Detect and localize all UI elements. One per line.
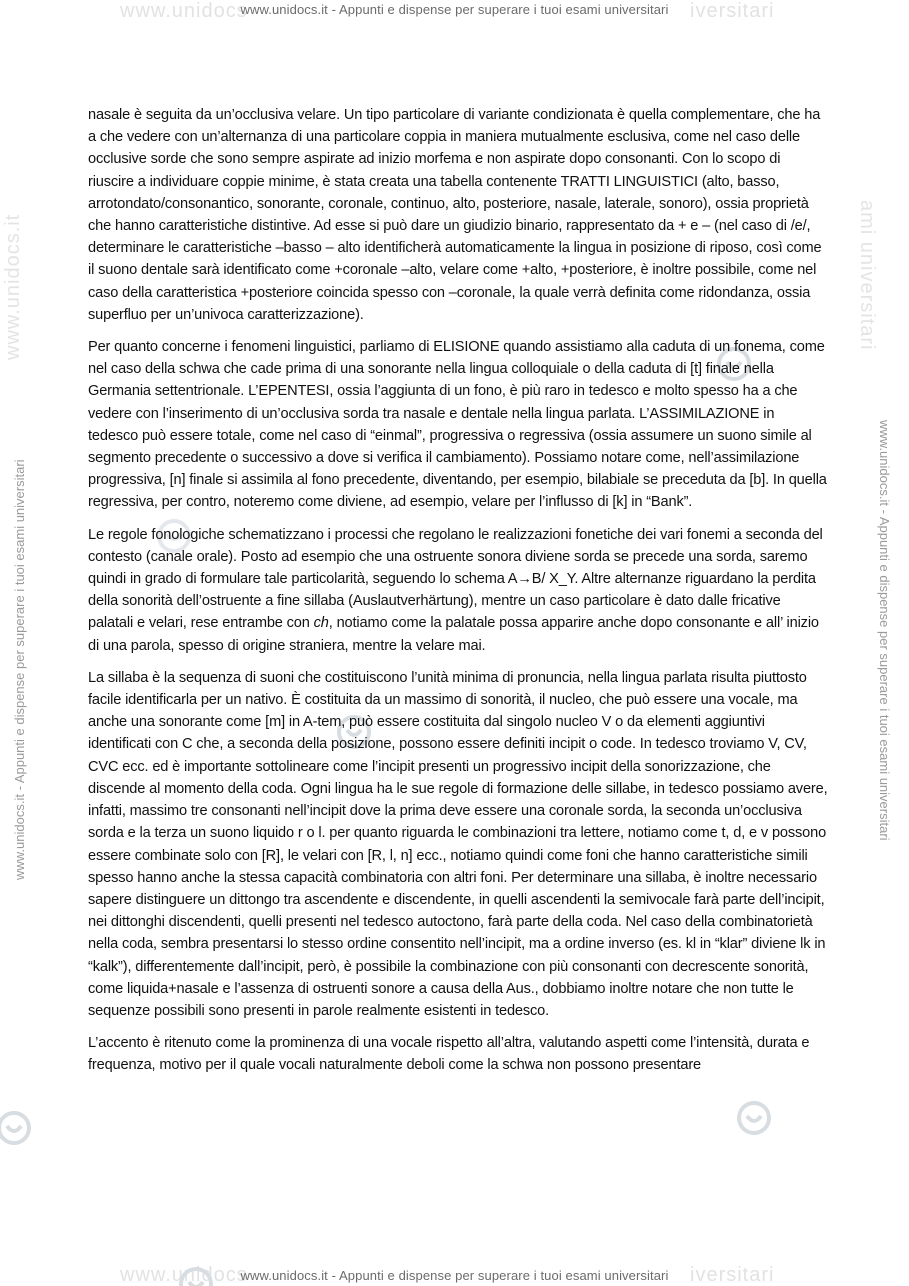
watermark-faint-right: iversitari <box>690 0 775 22</box>
watermark-faint-left-bottom: www.unidocs <box>120 1264 248 1286</box>
left-side-watermark: www.unidocs.it - Appunti e dispense per superare i tuoi esami universitari <box>12 459 27 880</box>
header-watermark: www.unidocs.it - Appunti e dispense per superare i tuoi esami universitari <box>240 2 669 17</box>
watermark-faint-left: www.unidocs <box>120 0 248 22</box>
paragraph: L’accento è ritenuto come la prominenza di una vocale rispetto all’altra, valutando aspetti come l’intensità, durata e frequenza, motivo per il quale vocali naturalmente deboli come la schwa non possono presentare <box>88 1035 810 1074</box>
italic-ch: ch <box>313 615 329 632</box>
unidocs-logo-icon <box>734 1098 774 1138</box>
document-body <box>88 104 828 1087</box>
watermark-faint-right-bottom: iversitari <box>690 1264 775 1286</box>
footer-watermark: www.unidocs.it - Appunti e dispense per superare i tuoi esami universitari <box>240 1268 669 1283</box>
paragraph: La sillaba è la sequenza di suoni che costituiscono l’unità minima di pronuncia, nella lingua parlata risulta piuttosto facile identificarla per un nativo. È costituita da un massimo di sonorità, il nucleo, che può essere una vocale, ma anche una sonorante come [m] in A-tem, può essere costituita dal singolo nucleo V o da elementi aggiuntivi identificati con C che, a seconda della posizione, possono essere definiti incipit o code. In tedesco troviamo V, CV, CVC ecc. ed è importante sottolineare come l’incipit presenti un progressivo incipit della sonorizzazione, che discende al momento della coda. Ogni lingua ha le sue regole di formazione delle sillabe, in tedesco possiamo avere, infatti, massimo tre consonanti nell’incipit dove la prima deve essere una coronale sorda, la seconda un’occlusiva sorda e la terza un suono liquido r o l. per quanto riguarda le combinazioni tra lettere, notiamo come t, d, e v possono essere combinate solo con [R], le velari con [R, l, n] ecc., notiamo quindi come foni che hanno caratteristiche simili spesso hanno anche la stessa capacità combinatoria con altri foni. Per determinare una sillaba, è inoltre necessario sapere distinguere un dittongo tra ascendente e discendente, in quelli ascendenti la semivocale farà parte dell’incipit, nei dittonghi discendenti, quelli presenti nel tedesco autoctono, farà parte della coda. Nel caso della combinatorietà nella coda, sembra presentarsi lo stesso ordine consentito nell’incipit, ma a ordine inverso (es. kl in “klar” diviene lk in “kalk”), differentemente dall’incipit, però, è possibile la combinazione con più consonanti con decrescente sonorità, come liquida+nasale e l’assenza di ostruenti sonore a causa della Aus., dobbiamo inoltre notare che non tutte le sequenze possibili sono presenti in parole realmente esistenti in tedesco. <box>88 669 828 1019</box>
left-faint-side-watermark: www.unidocs.it <box>2 213 24 360</box>
paragraph: Le regole fonologiche schematizzano i processi che regolano le realizzazioni fonetiche dei vari fonemi a seconda del contesto (canale orale). Posto ad esempio che una ostruente sonora diviene sorda se precede una sorda, saremo quindi in grado di formulare tale particolarità, seguendo lo schema A→B/ X_Y. Altre alternanze riguardano la perdita della sonorità dell’ostruente a fine sillaba (Auslautverhärtung), mentre un caso particolare è dato dalle fricative palatali e velari, rese entrambe con ch, notiamo come la palatale possa apparire anche dopo consonante e all’ inizio di una parola, spesso di origine straniera, mentre la velare mai. <box>88 526 823 654</box>
unidocs-logo-icon <box>176 1264 216 1286</box>
right-faint-side-watermark: ami universitari <box>856 200 878 351</box>
unidocs-logo-icon <box>0 1108 34 1148</box>
paragraph: nasale è seguita da un’occlusiva velare. Un tipo particolare di variante condizionata è quella complementare, che ha a che vedere con un’alternanza di una particolare coppia in maniera mutualmente esclusiva, come nel caso delle occlusive sorde che sono sempre aspirate ad inizio morfema e non aspirate dopo consonanti. Con lo scopo di riuscire a individuare coppie minime, è stata creata una tabella contenente TRATTI LINGUISTICI (alto, basso, arrotondato/consonantico, sonorante, coronale, continuo, alto, posteriore, nasale, laterale, sonoro), ossia proprietà che hanno caratteristiche distintive. Ad esse si può dare un giudizio binario, rappresentato da + e – (nel caso di /e/, determinare le caratteristiche –basso – alto identificherà automaticamente la lingua in posizione di riposo, così come il suono dentale sarà identificato come +coronale –alto, velare come +alto, +posteriore, è inoltre possibile, come nel caso della caratteristica +posteriore coincida spesso con –coronale, la quale verrà definita come ridondanza, ossia superfluo per un’univoca caratterizzazione). <box>88 107 822 323</box>
paragraph: Per quanto concerne i fenomeni linguistici, parliamo di ELISIONE quando assistiamo alla caduta di un fonema, come nel caso della schwa che cade prima di una sonorante nella lingua colloquiale o della caduta di [t] finale nella Germania settentrionale. L’EPENTESI, ossia l’aggiunta di un fono, è più raro in tedesco e molto spesso ha a che vedere con l’inserimento di un’occlusiva sorda tra nasale e dentale nella lingua parlata. L’ASSIMILAZIONE in tedesco può essere totale, come nel caso di “einmal”, progressiva o regressiva (ossia assumere un suono simile al segmento precedente o successivo a dove si verifica il cambiamento). Possiamo notare come, nell’assimilazione progressiva, [n] finale si assimila al fono precedente, diventando, per esempio, bilabiale se preceduta da [b]. In quella regressiva, per contro, noteremo come diviene, ad esempio, velare per l’influsso di [k] in “Bank”. <box>88 339 827 511</box>
right-side-watermark: www.unidocs.it - Appunti e dispense per superare i tuoi esami universitari <box>877 420 892 841</box>
